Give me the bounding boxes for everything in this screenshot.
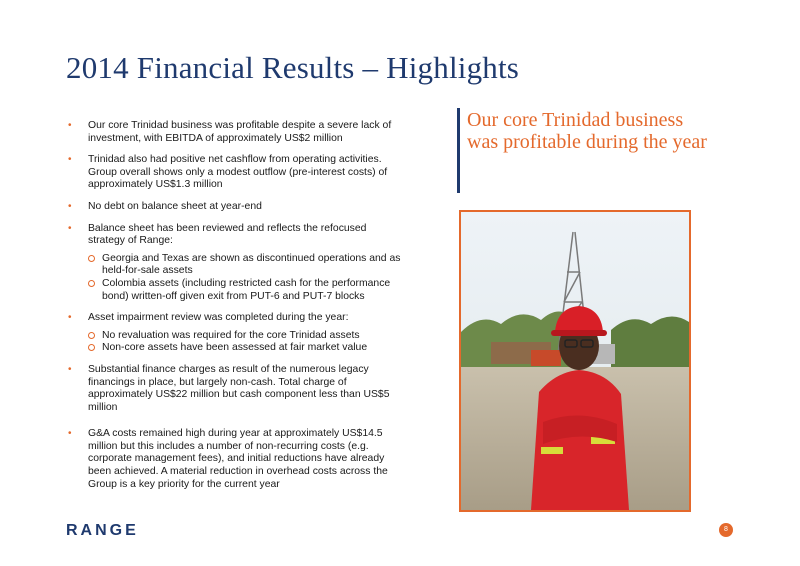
bullet-text: Trinidad also had positive net cashflow from operating activities. Group overall shows only a modest outflow (pre-interest costs) of approximately US$1.3 million (88, 154, 388, 191)
worker-photo (459, 210, 691, 512)
sub-bullet-text: Colombia assets (including restricted cash for the performance bond) written-off given exit from PUT-6 and PUT-7 blocks (102, 277, 391, 302)
sub-bullet-item (88, 253, 406, 278)
photo-illustration (461, 212, 689, 510)
bullet-text: Substantial finance charges as result of the numerous legacy financings in place, but largely non-cash. Total charge of approximately US$22 million but cash component less than US$5 million (88, 363, 390, 413)
bullet-marker: • (68, 154, 72, 166)
sub-bullet-list (88, 330, 406, 355)
sub-bullet-text: No revaluation was required for the core Trinidad assets (102, 329, 360, 341)
bullet-marker: • (68, 312, 72, 324)
sub-bullet-marker (88, 255, 95, 262)
sub-bullet-marker (88, 344, 95, 351)
bullet-item (66, 312, 406, 355)
quote-accent-bar (457, 108, 460, 193)
bullet-marker: • (68, 222, 72, 234)
bullet-marker: • (68, 363, 72, 375)
slide-title: 2014 Financial Results – Highlights (66, 50, 520, 85)
bullet-item (66, 154, 406, 192)
sub-bullet-list (88, 253, 406, 303)
bullet-text: Balance sheet has been reviewed and reflects the refocused strategy of Range: (88, 222, 367, 247)
pull-quote: Our core Trinidad business was profitable during the year (467, 109, 707, 153)
bullet-marker: • (68, 428, 72, 440)
sub-bullet-item (88, 278, 406, 303)
bullet-text: G&A costs remained high during year at approximately US$14.5 million but this includes a number of non-recurring costs (e.g. corporate management fees), and initial reductions have already been achieved. A material reduction in overhead costs across the Group is a key priority for the current year (88, 428, 388, 490)
bullet-text: No debt on balance sheet at year-end (88, 200, 262, 212)
range-logo: RANGE (66, 522, 139, 539)
sub-bullet-text: Georgia and Texas are shown as discontinued operations and as held-for-sale assets (102, 252, 401, 277)
sub-bullet-marker (88, 280, 95, 287)
bullet-item (66, 428, 406, 491)
sub-bullet-item (88, 342, 406, 355)
bullet-item (66, 364, 406, 414)
bullet-item (66, 120, 406, 145)
bullet-list (66, 120, 406, 500)
bullet-text: Our core Trinidad business was profitable despite a severe lack of investment, with EBITDA of approximately US$2 million (88, 120, 392, 144)
sub-bullet-marker (88, 332, 95, 339)
page-number-badge: 8 (719, 523, 733, 537)
bullet-text: Asset impairment review was completed during the year: (88, 312, 349, 324)
bullet-marker: • (68, 200, 72, 212)
bullet-item (66, 201, 406, 214)
bullet-item (66, 223, 406, 304)
bullet-marker: • (68, 120, 72, 131)
sub-bullet-item (88, 330, 406, 343)
sub-bullet-text: Non-core assets have been assessed at fair market value (102, 342, 368, 354)
